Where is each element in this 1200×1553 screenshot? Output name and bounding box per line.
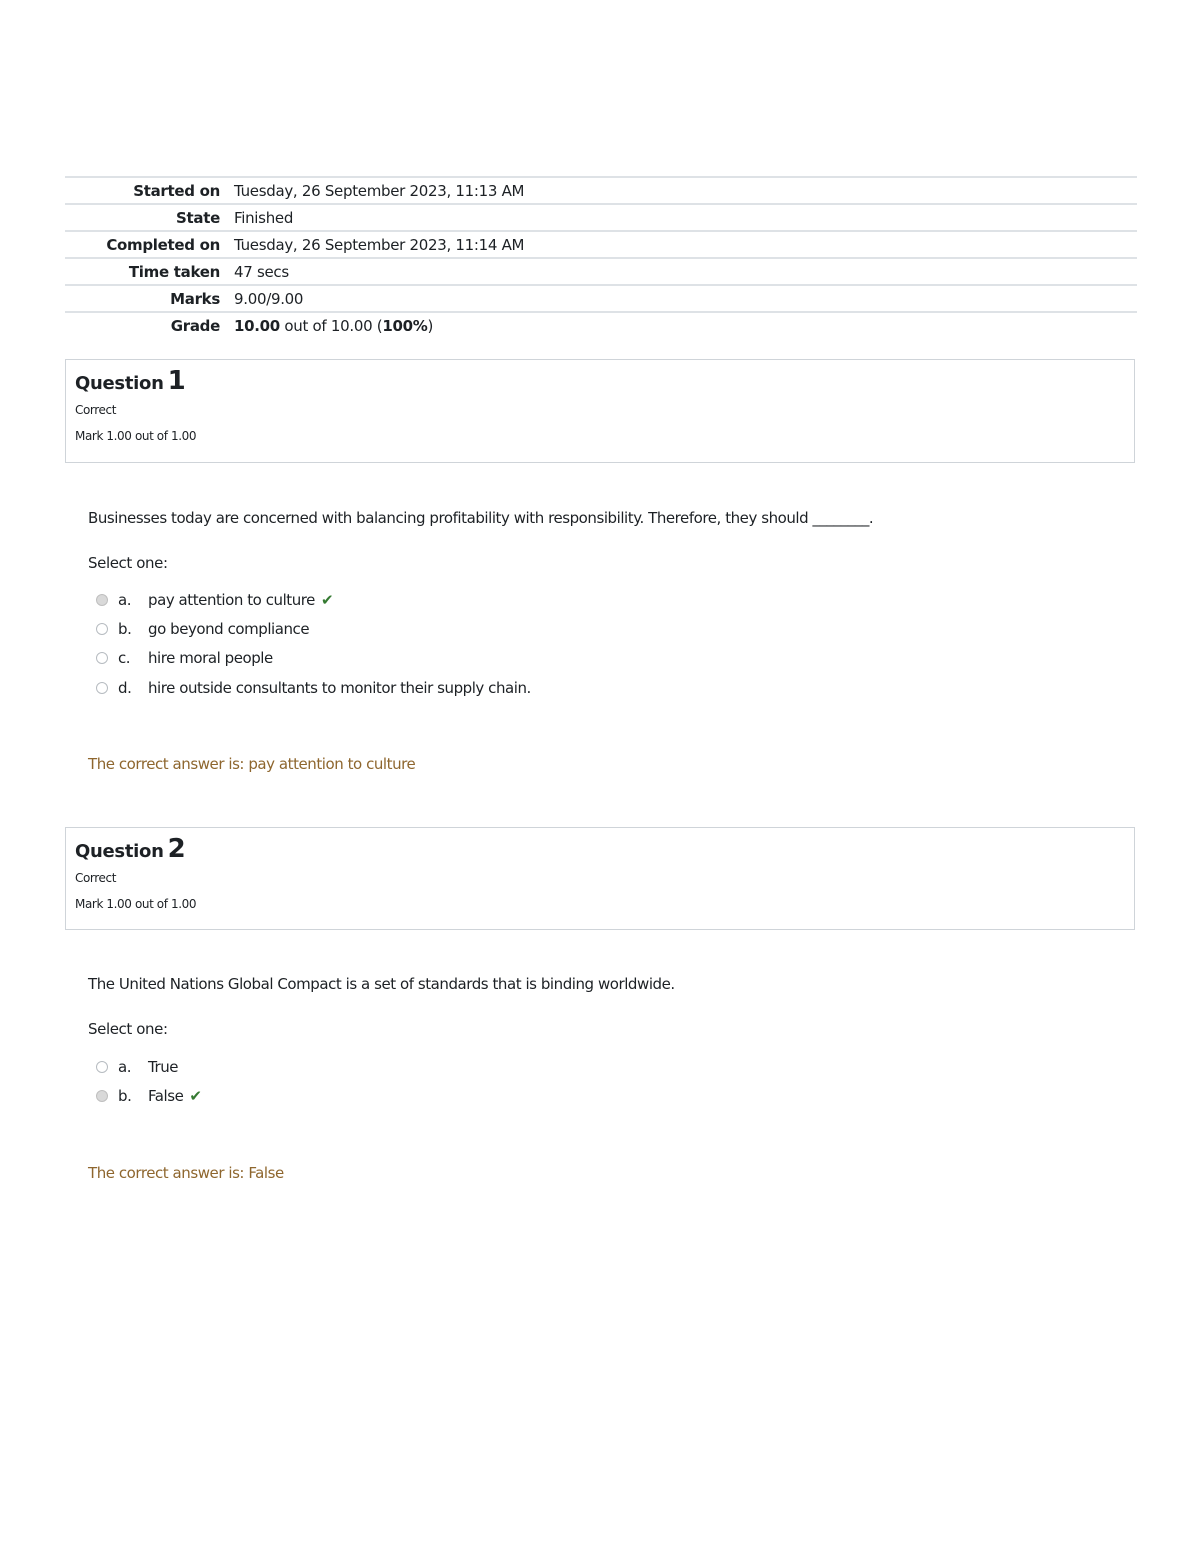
summary-label: Completed on [106, 235, 220, 254]
radio-button[interactable] [96, 623, 108, 635]
summary-row-marks [65, 285, 1137, 312]
radio-button[interactable] [96, 1090, 108, 1102]
answer-letter: a. [118, 590, 132, 609]
summary-value: Finished [234, 208, 294, 227]
answer-option[interactable] [96, 585, 531, 614]
grade-out-of: out of 10.00 ( [279, 316, 383, 335]
summary-label: State [176, 208, 220, 227]
summary-value: 9.00/9.00 [234, 289, 304, 308]
answer-option[interactable] [96, 1052, 202, 1081]
answer-text: hire outside consultants to monitor their supply chain. [148, 678, 531, 697]
grade-score: 10.00 [234, 316, 280, 335]
question-label: Question [75, 841, 164, 862]
summary-value: 47 secs [234, 262, 289, 281]
answer-letter: c. [118, 649, 131, 668]
question-2-answers [96, 1052, 202, 1111]
question-1-text: Businesses today are concerned with balancing profitability with responsibility. Therefore, they should ________. [88, 509, 874, 527]
summary-row-grade [65, 312, 1137, 338]
answer-text: pay attention to culture [148, 590, 315, 609]
answer-letter: b. [118, 619, 132, 638]
answer-letter: b. [118, 1086, 132, 1105]
radio-button[interactable] [96, 594, 108, 606]
check-icon: ✔ [320, 590, 334, 609]
quiz-summary-table [65, 176, 1137, 338]
answer-option[interactable] [96, 644, 531, 673]
answer-text: False [148, 1086, 184, 1105]
question-2-right-answer: The correct answer is: False [88, 1164, 284, 1182]
answer-letter: d. [118, 678, 132, 697]
summary-label: Grade [170, 316, 220, 335]
question-1-right-answer: The correct answer is: pay attention to culture [88, 755, 416, 773]
summary-row-state [65, 204, 1137, 231]
question-1-info [65, 359, 1135, 463]
question-2-info [65, 827, 1135, 930]
summary-row-time-taken [65, 258, 1137, 285]
question-grade: Mark 1.00 out of 1.00 [75, 429, 197, 443]
question-state: Correct [75, 871, 116, 885]
answer-text: True [148, 1057, 179, 1076]
check-icon: ✔ [189, 1086, 202, 1105]
radio-button[interactable] [96, 1061, 108, 1073]
question-state: Correct [75, 403, 116, 417]
summary-label: Time taken [128, 262, 220, 281]
question-2-text: The United Nations Global Compact is a set of standards that is binding worldwide. [88, 975, 675, 993]
radio-button[interactable] [96, 652, 108, 664]
question-label: Question [75, 373, 164, 394]
summary-value [234, 312, 1137, 338]
summary-label: Marks [170, 289, 220, 308]
summary-value: Tuesday, 26 September 2023, 11:13 AM [234, 181, 525, 200]
summary-row-started-on [65, 177, 1137, 204]
summary-value: Tuesday, 26 September 2023, 11:14 AM [234, 235, 525, 254]
answer-option[interactable] [96, 1081, 202, 1110]
answer-letter: a. [118, 1057, 132, 1076]
question-2-prompt: Select one: [88, 1020, 168, 1038]
answer-text: hire moral people [148, 649, 273, 668]
summary-label: Started on [133, 181, 220, 200]
grade-percent: 100% [382, 316, 428, 335]
answer-option[interactable] [96, 614, 531, 643]
question-1-prompt: Select one: [88, 554, 168, 572]
grade-close: ) [427, 316, 434, 335]
question-number-value: 2 [167, 834, 186, 864]
answer-option[interactable] [96, 673, 531, 702]
question-1-answers [96, 585, 531, 702]
answer-text: go beyond compliance [148, 619, 310, 638]
summary-row-completed-on [65, 231, 1137, 258]
question-number [75, 836, 1125, 865]
question-grade: Mark 1.00 out of 1.00 [75, 897, 197, 911]
radio-button[interactable] [96, 682, 108, 694]
question-number [75, 368, 1125, 397]
question-number-value: 1 [167, 366, 186, 396]
